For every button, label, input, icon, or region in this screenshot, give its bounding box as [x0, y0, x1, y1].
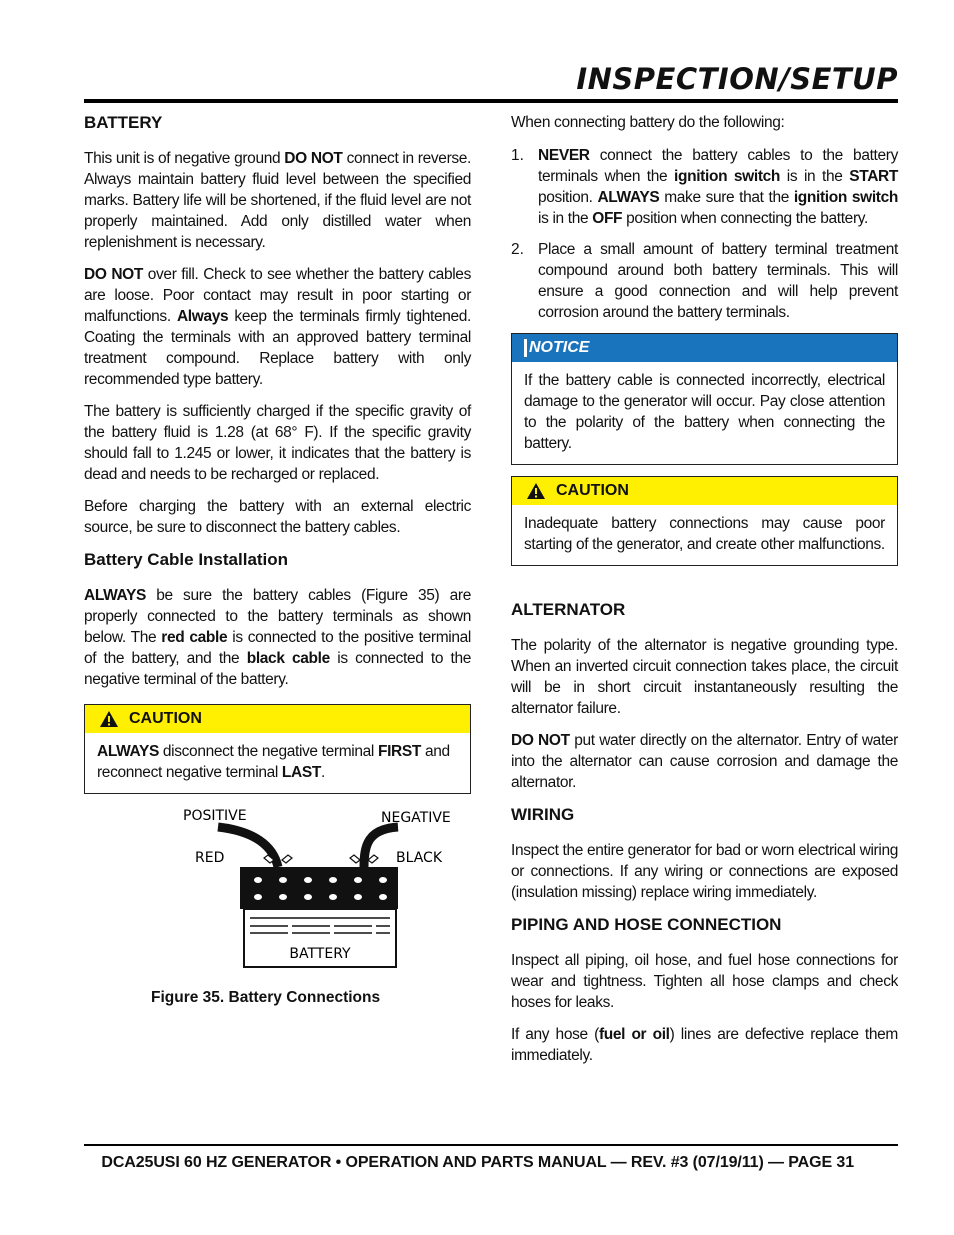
- negative-label: NEGATIVE: [380, 810, 451, 826]
- alternator-heading: ALTERNATOR: [511, 600, 626, 619]
- warning-triangle-icon: [99, 710, 119, 728]
- notice-body: If the battery cable is connected incorrectly, electrical damage to the generator will occur. Pay close attention to the polarity of the battery when connecting the battery.: [524, 372, 885, 452]
- step-text: Place a small amount of battery terminal treatment compound around both battery terminals. This will ensure a good connection and will help prevent corrosion around the battery terminals.: [538, 241, 898, 321]
- battery-paragraph-3: The battery is sufficiently charged if the specific gravity of the battery fluid is 1.28 (at 68° F). If the specific gravity should fall to 1.245 or lower, it indicates that the battery is dead and needs to be recharged or replaced.: [84, 403, 471, 483]
- battery-connection-diagram: [128, 805, 451, 980]
- battery-paragraph-4: Before charging the battery with an external electric source, be sure to disconnect the battery cables.: [84, 498, 471, 536]
- battery-paragraph-1: This unit is of negative ground DO NOT connect in reverse. Always maintain battery fluid level between the specified marks. Battery life will be shortened, if the fluid level are not properly maintained. Add only distilled water when replenishment is necessary.: [84, 150, 472, 251]
- battery-paragraph-2: DO NOT over fill. Check to see whether the battery cables are loose. Poor contact may result in poor starting or malfunctions. Always keep the terminals firmly tightened. Coating the terminals with an approved battery terminal treatment compound. Replace battery with only recommended type battery.: [84, 266, 471, 388]
- warning-triangle-icon: [526, 482, 546, 500]
- caution-header: [85, 705, 470, 733]
- alternator-paragraph-1: The polarity of the alternator is negative grounding type. When an inverted circuit connection takes place, the circuit will be in short circuit instantaneously resulting the alternator failure.: [511, 637, 898, 717]
- caution-header: [512, 477, 897, 505]
- caution-body: Inadequate battery connections may cause poor starting of the generator, and create other malfunctions.: [524, 515, 885, 553]
- cable-paragraph: ALWAYS be sure the battery cables (Figure 35) are properly connected to the battery terminals as shown below. The red cable is connected to the positive terminal of the battery, and the black cable is connected to the negative terminal of the battery.: [84, 587, 471, 688]
- piping-paragraph-2: If any hose (fuel or oil) lines are defective replace them immediately.: [511, 1026, 898, 1064]
- wiring-heading: WIRING: [511, 805, 575, 824]
- connect-steps: [511, 145, 898, 323]
- caution-box-right: [511, 476, 898, 566]
- figure-caption: Figure 35. Battery Connections: [151, 989, 381, 1006]
- right-column: [511, 112, 898, 1077]
- notice-box: [511, 333, 898, 465]
- caution-body: ALWAYS disconnect the negative terminal FIRST and reconnect negative terminal LAST.: [97, 743, 450, 781]
- caution-label: CAUTION: [129, 710, 202, 727]
- battery-figure: [84, 805, 471, 1007]
- black-label: BLACK: [395, 850, 442, 866]
- footer-rule: [84, 1144, 898, 1146]
- connect-intro: When connecting battery do the following:: [511, 114, 785, 131]
- battery-label: BATTERY: [288, 946, 351, 962]
- battery-top: [240, 867, 398, 909]
- wiring-paragraph: Inspect the entire generator for bad or worn electrical wiring or connections. If any wiring or connections are exposed (insulation missing) replace wiring immediately.: [511, 842, 898, 901]
- title-rule: [84, 99, 898, 103]
- notice-label: NOTICE: [529, 339, 590, 356]
- list-item: [511, 239, 898, 323]
- notice-header: [512, 334, 897, 362]
- page-footer: DCA25USI 60 HZ GENERATOR • OPERATION AND PARTS MANUAL — REV. #3 (07/19/11) — PAGE 31: [101, 1154, 854, 1171]
- step-text: NEVER connect the battery cables to the battery terminals when the ignition switch is in the START position. ALWAYS make sure that the ignition switch is in the OFF position when connecting the battery.: [538, 147, 899, 227]
- notice-bar-icon: [524, 339, 527, 357]
- battery-heading: BATTERY: [84, 113, 163, 132]
- left-column: [84, 112, 471, 1007]
- caution-label: CAUTION: [556, 482, 629, 499]
- red-label: RED: [194, 850, 224, 866]
- page-title: INSPECTION/SETUP: [576, 62, 898, 96]
- step-number: 1.: [511, 147, 524, 164]
- step-number: 2.: [511, 241, 524, 258]
- positive-label: POSITIVE: [182, 808, 247, 824]
- piping-heading: PIPING AND HOSE CONNECTION: [511, 915, 782, 934]
- list-item: [511, 145, 898, 229]
- piping-paragraph-1: Inspect all piping, oil hose, and fuel hose connections for wear and tightness. Tighten all hose clamps and check hoses for leaks.: [511, 952, 898, 1011]
- cable-installation-heading: Battery Cable Installation: [84, 550, 289, 569]
- alternator-paragraph-2: DO NOT put water directly on the alternator. Entry of water into the alternator can cause corrosion and damage the alternator.: [511, 732, 898, 791]
- caution-box-left: [84, 704, 471, 794]
